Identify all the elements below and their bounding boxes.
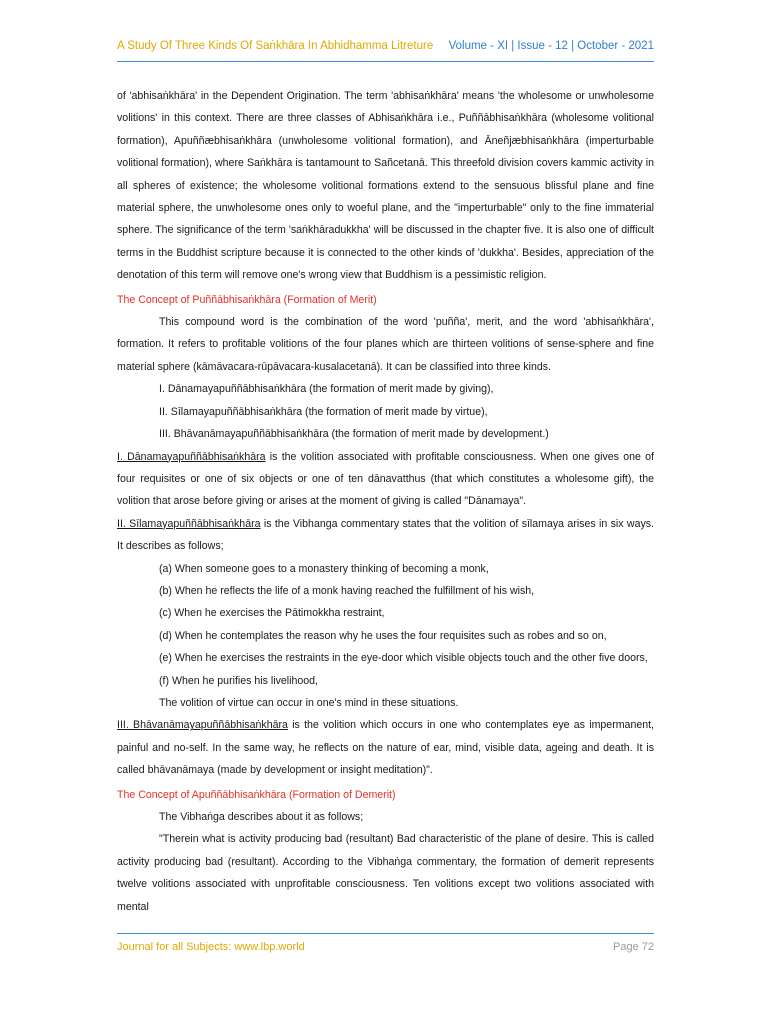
list-item-e: (e) When he exercises the restraints in the eye-door which visible objects touch and the other five doors, bbox=[159, 652, 648, 665]
paragraph-danamaya-text: is the volition associated with profitable consciousness. When one gives one of four requisites or one of six objects or one of ten dānavatthus (that which constitutes a wholesome gift), the volition that arose before giving or arises at the moment of giving is called "Dānamaya". bbox=[117, 450, 654, 508]
section-heading-merit: The Concept of Puññābhisaṅkhāra (Formation of Merit) bbox=[117, 293, 377, 306]
footer-divider bbox=[117, 933, 654, 934]
list-item-a: (a) When someone goes to a monastery thinking of becoming a monk, bbox=[159, 562, 489, 575]
running-header bbox=[117, 40, 654, 60]
list-item-bhavanamaya: III. Bhāvanāmayapuññābhisaṅkhāra (the formation of merit made by development.) bbox=[159, 428, 549, 441]
header-volume-info: Volume - XI | Issue - 12 | October - 2021 bbox=[448, 40, 654, 52]
page-footer bbox=[117, 941, 654, 957]
term-danamaya: I. Dānamayapuññābhisaṅkhāra bbox=[117, 450, 266, 463]
list-item-c: (c) When he exercises the Pātimokkha restraint, bbox=[159, 607, 385, 620]
paragraph-silamaya-text: is the Vibhanga commentary states that the volition of sīlamaya arises in six ways. It describes as follows; bbox=[117, 517, 654, 553]
header-title: A Study Of Three Kinds Of Saṅkhāra In Abhidhamma Litreture bbox=[117, 40, 434, 52]
list-conclusion: The volition of virtue can occur in one's mind in these situations. bbox=[159, 696, 459, 709]
paragraph-bhavanamaya bbox=[117, 714, 654, 781]
paragraph-compound-word: This compound word is the combination of the word 'puñña', merit, and the word 'abhisaṅkhāra', formation. It refers to profitable volitions of the four planes which are thirteen volitions of sense-sphere and fine material sphere (kāmāvacara-rūpāvacara-kusalacetanā). It can be classified into three kinds. bbox=[117, 316, 654, 373]
term-bhavanamaya: III. Bhāvanāmayapuññābhisaṅkhāra bbox=[117, 719, 288, 732]
list-item-b: (b) When he reflects the life of a monk having reached the fulfillment of his wish, bbox=[159, 584, 535, 597]
paragraph-silamaya bbox=[117, 513, 654, 558]
paragraph-bhavanamaya-text: is the volition which occurs in one who contemplates eye as impermanent, painful and no-self. In the same way, he reflects on the nature of ear, mind, visible data, ageing and death. It is called bhāvanāmaya (made by development or insight meditation)". bbox=[117, 719, 655, 777]
list-item-silamaya: II. Sīlamayapuññābhisaṅkhāra (the formation of merit made by virtue), bbox=[159, 405, 488, 418]
header-divider bbox=[117, 61, 654, 62]
paragraph-abhisankhara-intro: of 'abhisaṅkhāra' in the Dependent Origination. The term 'abhisaṅkhāra' means 'the wholesome or unwholesome volitions' in this context. There are three classes of Abhisaṅkhāra i.e., Puññābhisaṅkhāra (wholesome volitional formation), Apuññæbhisaṅkhāra (unwholesome volitional formation), and Āneñjæbhisaṅkhāra (imperturbable volitional formation), where Saṅkhāra is tantamount to Sañcetanā. This threefold division covers kammic activity in all spheres of existence; the wholesome volitional formations extend to the sensuous blissful plane and fine material sphere, the unwholesome ones only to woeful plane, and the "imperturbable" only to the fine immaterial sphere. The significance of the term 'saṅkhāradukkha' will be discussed in the chapter five. It is also one of difficult terms in the Buddhist scripture because it is connected to the other kinds of 'dukkha'. Besides, appreciation of the denotation of this term will remove one's wrong view that Buddhism is a pessimistic religion. bbox=[117, 90, 654, 282]
paragraph-vibhanga-quote: "Therein what is activity producing bad (resultant) Bad characteristic of the plane of desire. This is called activity producing bad (resultant). According to the Vibhaṅga commentary, the formation of demerit represents twelve volitions associated with unprofitable consciousness. Ten volitions except two volitions associated with mental bbox=[117, 833, 654, 913]
footer-journal: Journal for all Subjects: www.lbp.world bbox=[117, 941, 305, 953]
paragraph-danamaya bbox=[117, 446, 654, 513]
list-item-danamaya: I. Dānamayapuññābhisaṅkhāra (the formation of merit made by giving), bbox=[159, 383, 494, 396]
paragraph-vibhanga-intro: The Vibhaṅga describes about it as follows; bbox=[159, 811, 364, 823]
page-body bbox=[117, 85, 654, 918]
term-silamaya: II. Sīlamayapuññābhisaṅkhāra bbox=[117, 517, 261, 530]
page-number: Page 72 bbox=[613, 941, 654, 953]
list-item-f: (f) When he purifies his livelihood, bbox=[159, 674, 318, 687]
section-heading-demerit: The Concept of Apuññābhisaṅkhāra (Formation of Demerit) bbox=[117, 788, 396, 801]
list-item-d: (d) When he contemplates the reason why he uses the four requisites such as robes and so on, bbox=[159, 629, 607, 642]
